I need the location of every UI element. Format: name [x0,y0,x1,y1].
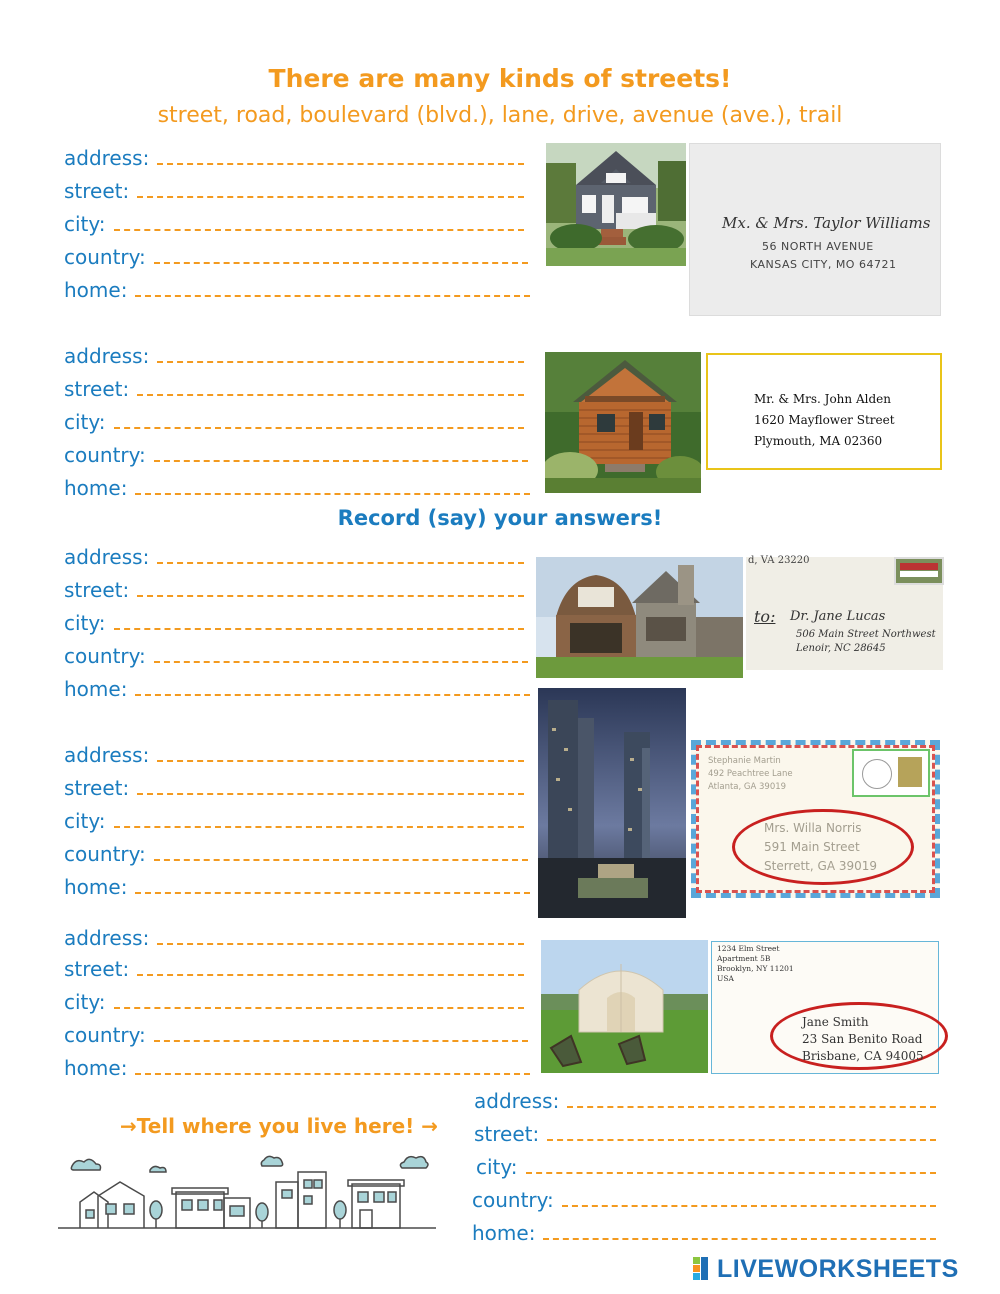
liveworksheets-icon [693,1257,717,1281]
country-label: country: [472,1188,554,1212]
country-input[interactable] [154,460,528,462]
address-label: address: [64,545,150,569]
envelope-recipient: Jane Smith [802,1015,869,1029]
city-label: city: [64,990,106,1014]
city-input[interactable] [526,1172,936,1174]
page-title: There are many kinds of streets! [268,64,732,93]
country-input[interactable] [154,661,528,663]
skyscrapers-photo [538,688,686,918]
houses-illustration [58,1152,436,1232]
country-label: country: [64,1023,146,1047]
tell-text: Tell where you live here! [136,1114,415,1138]
envelope-city: Brisbane, CA 94005 [802,1049,924,1063]
city-row [64,984,524,1014]
street-row [64,770,524,800]
return-street: 1234 Elm Street [717,944,780,953]
country-row [64,836,528,866]
address-row [64,920,524,950]
home-row [64,272,530,302]
envelope-address-block [764,819,877,876]
city-label: city: [64,410,106,434]
envelope-street: 591 Main Street [764,840,860,854]
address-row [64,140,524,170]
address-input[interactable] [567,1106,936,1108]
country-row [64,1017,528,1047]
street-types-subtitle: street, road, boulevard (blvd.), lane, drive, avenue (ave.), trail [157,103,843,128]
envelope-street: 56 NORTH AVENUE [762,240,874,253]
street-label: street: [64,377,130,401]
envelope-recipient: Dr. Jane Lucas [790,609,886,624]
liveworksheets-logo[interactable] [693,1254,959,1284]
stamp-icon [852,749,930,797]
address-row [64,539,524,569]
barn-house-photo [536,557,743,678]
city-input[interactable] [114,826,524,828]
brand-name: LIVEWORKSHEETS [717,1254,959,1283]
country-label: country: [64,443,146,467]
envelope-recipient: Mr. & Mrs. John Alden [754,392,891,406]
return-street: 492 Peachtree Lane [708,769,793,779]
envelope-city: Lenoir, NC 28645 [796,643,886,654]
envelope-return-address [708,755,793,794]
city-label: city: [476,1155,518,1179]
country-row [64,239,528,269]
home-label: home: [472,1221,536,1245]
street-label: street: [64,776,130,800]
city-row [64,404,524,434]
address-label: address: [64,146,150,170]
address-row [474,1083,936,1113]
home-input[interactable] [543,1238,936,1240]
country-row [64,437,528,467]
envelope-postmark-text: d, VA 23220 [748,555,810,566]
envelope-city: Sterrett, GA 39019 [764,859,878,873]
envelope-3 [746,557,943,670]
street-label: street: [64,957,130,981]
envelope-city: KANSAS CITY, MO 64721 [750,258,897,271]
home-row [472,1215,936,1245]
street-row [64,951,524,981]
home-row [64,671,530,701]
home-input[interactable] [135,694,530,696]
envelope-4 [691,740,940,898]
log-cabin-photo [545,352,701,493]
street-input[interactable] [137,974,524,976]
envelope-city: Plymouth, MA 02360 [754,434,883,448]
city-label: city: [64,611,106,635]
address-label: address: [474,1089,560,1113]
home-row [64,470,530,500]
envelope-street: 506 Main Street Northwest [796,629,936,640]
home-row [64,869,530,899]
address-row [64,338,524,368]
envelope-2 [706,353,942,470]
city-label: city: [64,809,106,833]
country-input[interactable] [562,1205,936,1207]
country-label: country: [64,245,146,269]
address-input[interactable] [157,361,524,363]
address-label: address: [64,344,150,368]
home-input[interactable] [135,493,530,495]
address-input[interactable] [157,943,524,945]
home-label: home: [64,677,128,701]
envelope-street: 23 San Benito Road [802,1032,923,1046]
street-label: street: [64,578,130,602]
home-label: home: [64,476,128,500]
envelope-1 [689,143,941,316]
envelope-address-block [754,389,895,452]
home-label: home: [64,278,128,302]
envelope-recipient: Mrs. Willa Norris [764,821,862,835]
home-label: home: [64,875,128,899]
country-row [472,1182,936,1212]
return-city: Atlanta, GA 39019 [708,782,787,792]
city-row [64,206,524,236]
street-row [64,572,524,602]
address-label: address: [64,926,150,950]
city-row [64,803,524,833]
country-label: country: [64,842,146,866]
city-input[interactable] [114,628,524,630]
street-row [64,371,524,401]
street-input[interactable] [137,793,524,795]
return-apartment: Apartment 5B [717,954,771,963]
return-name: Stephanie Martin [708,756,781,766]
cottage-house-photo [546,143,686,266]
stamp-icon [894,557,944,585]
street-row [64,173,524,203]
envelope-recipient: Mx. & Mrs. Taylor Williams [722,214,931,232]
envelope-to-label: to: [754,607,776,626]
address-label: address: [64,743,150,767]
tent-photo [541,940,708,1073]
address-row [64,737,524,767]
address-input[interactable] [157,562,524,564]
address-input[interactable] [157,760,524,762]
country-label: country: [64,644,146,668]
return-country: USA [717,974,734,983]
home-input[interactable] [135,295,530,297]
street-input[interactable] [137,595,524,597]
country-input[interactable] [154,859,528,861]
street-label: street: [64,179,130,203]
city-input[interactable] [114,229,524,231]
arrow-right-icon: → [120,1114,137,1138]
street-input[interactable] [137,394,524,396]
street-row [474,1116,936,1146]
street-label: street: [474,1122,540,1146]
street-input[interactable] [547,1139,936,1141]
city-label: city: [64,212,106,236]
city-row [64,605,524,635]
city-row [476,1149,936,1179]
record-instruction: Record (say) your answers! [337,506,663,530]
home-input[interactable] [135,892,530,894]
country-row [64,638,528,668]
envelope-5 [711,941,939,1074]
street-input[interactable] [137,196,524,198]
city-input[interactable] [114,427,524,429]
country-input[interactable] [154,1040,528,1042]
country-input[interactable] [154,262,528,264]
envelope-address-block [802,1014,924,1065]
envelope-return-address [717,944,794,984]
city-input[interactable] [114,1007,524,1009]
envelope-street: 1620 Mayflower Street [754,413,895,427]
return-city: Brooklyn, NY 11201 [717,964,794,973]
address-input[interactable] [157,163,524,165]
tell-instruction [120,1114,450,1138]
home-input[interactable] [135,1073,530,1075]
arrow-right-icon: → [421,1114,438,1138]
home-row [64,1050,530,1080]
home-label: home: [64,1056,128,1080]
